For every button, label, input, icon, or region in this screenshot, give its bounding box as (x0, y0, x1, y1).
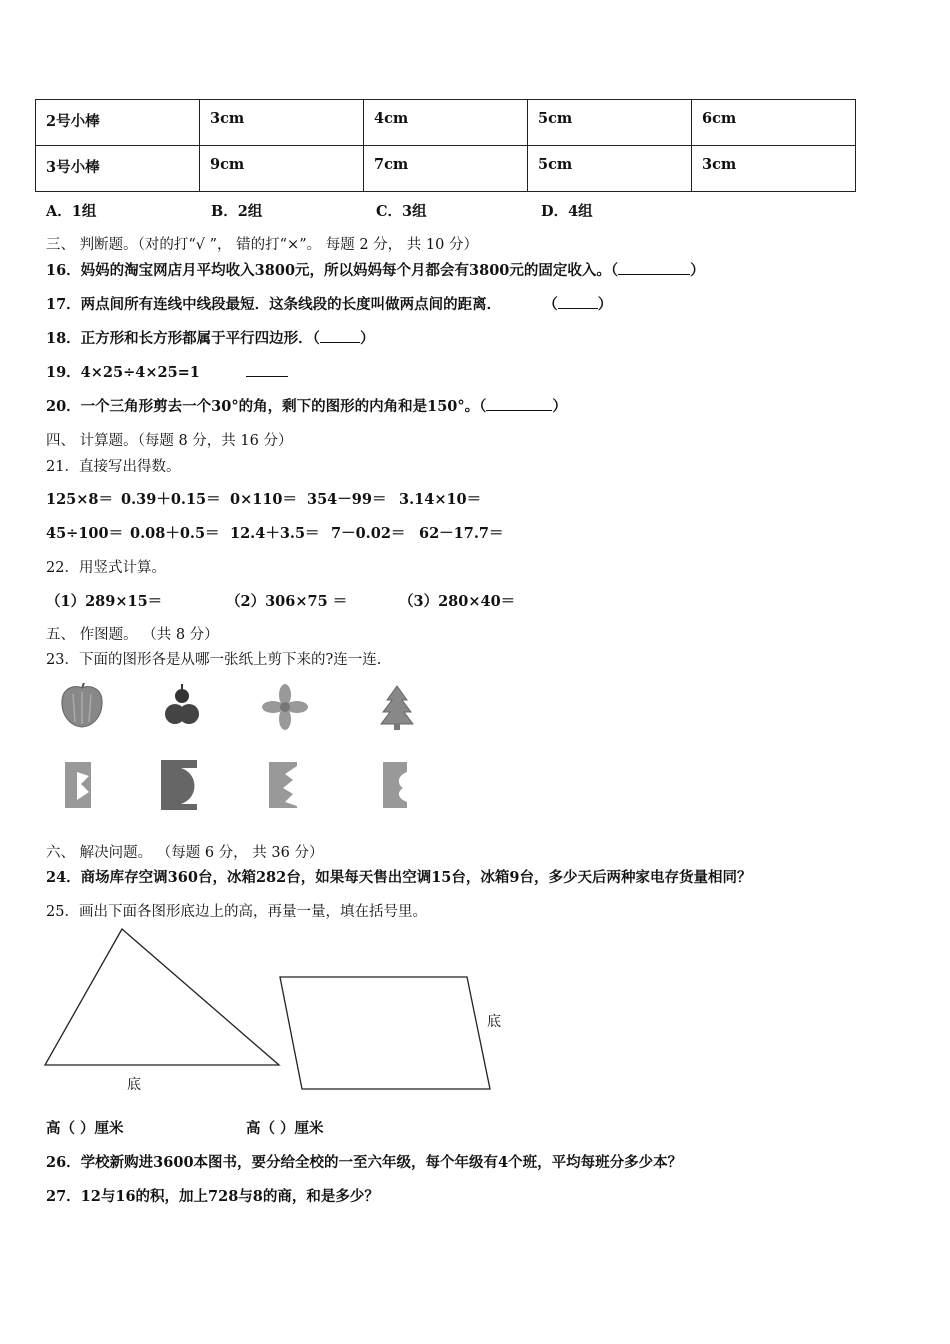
question-18-close: ） (359, 330, 375, 347)
question-21: 21．直接写出得数。 (46, 459, 181, 475)
vertical-calc-item: （2）306×75 ＝ (226, 593, 348, 610)
table-row (36, 146, 856, 192)
parallelogram-figure (280, 977, 490, 1089)
paper-sheet-4 (383, 762, 407, 808)
triangle-base-label: 底 (127, 1077, 141, 1093)
question-27: 27．12与16的积，加上728与8的商，和是多少？ (46, 1188, 379, 1205)
question-26: 26．学校新购进3600本图书，要分给全校的一至六年级，每个年级有4个班，平均每班分多少本？ (46, 1154, 683, 1171)
calc-item: 62－17.7＝ (419, 525, 504, 542)
question-20-text: 20．一个三角形剪去一个30°的角，剩下的图形的内角和是150°。（ (46, 398, 487, 415)
question-18 (46, 327, 374, 348)
section4-heading: 四、 计算题。（每题 8 分，共 16 分） (46, 433, 293, 449)
calc-item: 7－0.02＝ (331, 525, 406, 542)
stick-length-table (35, 99, 856, 192)
table-cell: 3cm (692, 146, 856, 192)
answer-blank[interactable] (320, 328, 360, 343)
gourd-cutout (165, 684, 199, 724)
calc-item: 0.08＋0.5＝ (130, 525, 220, 542)
question-23: 23．下面的图形各是从哪一张纸上剪下来的?连一连. (46, 652, 382, 668)
table-cell: 4cm (364, 100, 528, 146)
triangle-figure (45, 929, 279, 1065)
question-16-close: ） (690, 262, 705, 279)
question-25: 25．画出下面各图形底边上的高，再量一量，填在括号里。 (46, 904, 427, 920)
calc-item: 125×8＝ (46, 491, 114, 508)
tree-cutout (381, 686, 413, 730)
table-cell: 3cm (200, 100, 364, 146)
section6-heading: 六、 解决问题。 （每题 6 分， 共 36 分） (46, 845, 324, 861)
parallelogram-base-label: 底 (487, 1014, 501, 1030)
question-18-text: 18．正方形和长方形都属于平行四边形．（ (46, 330, 320, 347)
answer-blank[interactable] (486, 396, 552, 411)
table-cell: 3号小棒 (36, 146, 200, 192)
question-17-text: 17．两点间所有连线中线段最短．这条线段的长度叫做两点间的距离． (46, 296, 502, 313)
question-20 (46, 395, 567, 416)
table-cell: 2号小棒 (36, 100, 200, 146)
answer-blank[interactable] (618, 260, 690, 275)
geometry-figures (40, 925, 520, 1097)
table-row (36, 100, 856, 146)
answer-blank[interactable] (558, 294, 598, 309)
question-16-text: 16．妈妈的淘宝网店月平均收入3800元，所以妈妈每个月都会有3800元的固定收入。（ (46, 262, 619, 279)
cutout-shapes (55, 682, 435, 734)
section5-heading: 五、 作图题。 （共 8 分） (46, 627, 219, 643)
table-cell: 9cm (200, 146, 364, 192)
table-cell: 5cm (528, 100, 692, 146)
flower-cutout (262, 684, 308, 730)
table-cell: 7cm (364, 146, 528, 192)
option-d: D．4组 (541, 203, 593, 220)
calc-item: 0.39＋0.15＝ (121, 491, 221, 508)
calc-item: 12.4＋3.5＝ (230, 525, 320, 542)
question-17-open: （ (543, 296, 558, 313)
height-answer-2[interactable]: 高（ ）厘米 (246, 1120, 324, 1137)
answer-blank[interactable] (246, 362, 288, 377)
vertical-calc-item: （3）280×40＝ (399, 593, 516, 610)
paper-sheet-2 (161, 760, 197, 810)
question-24: 24．商场库存空调360台，冰箱282台，如果每天售出空调15台，冰箱9台，多少天后两种家电存货量相同？ (46, 869, 752, 886)
table-cell: 6cm (692, 100, 856, 146)
question-20-close: ） (552, 398, 567, 415)
question-19: 19．4×25÷4×25=1 (46, 364, 200, 381)
question-17-close: ） (597, 296, 613, 313)
section3-heading: 三、 判断题。（对的打“√ ”， 错的打“×”。 每题 2 分， 共 10 分） (46, 237, 478, 253)
height-answer-1[interactable]: 高（ ）厘米 (46, 1120, 124, 1137)
paper-sheets (55, 758, 435, 814)
apple-cutout (62, 683, 102, 727)
calc-item: 0×110＝ (230, 491, 298, 508)
paper-sheet-1 (65, 762, 91, 808)
table-cell: 5cm (528, 146, 692, 192)
option-a: A．1组 (46, 203, 97, 220)
option-b: B．2组 (211, 203, 263, 220)
calc-item: 3.14×10＝ (399, 491, 482, 508)
question-17 (46, 293, 612, 314)
question-16 (46, 259, 705, 280)
question-22: 22．用竖式计算。 (46, 560, 166, 576)
calc-item: 354－99＝ (307, 491, 387, 508)
option-c: C．3组 (376, 203, 427, 220)
paper-sheet-3 (269, 762, 297, 808)
calc-item: 45÷100＝ (46, 525, 124, 542)
vertical-calc-item: （1）289×15＝ (46, 593, 163, 610)
